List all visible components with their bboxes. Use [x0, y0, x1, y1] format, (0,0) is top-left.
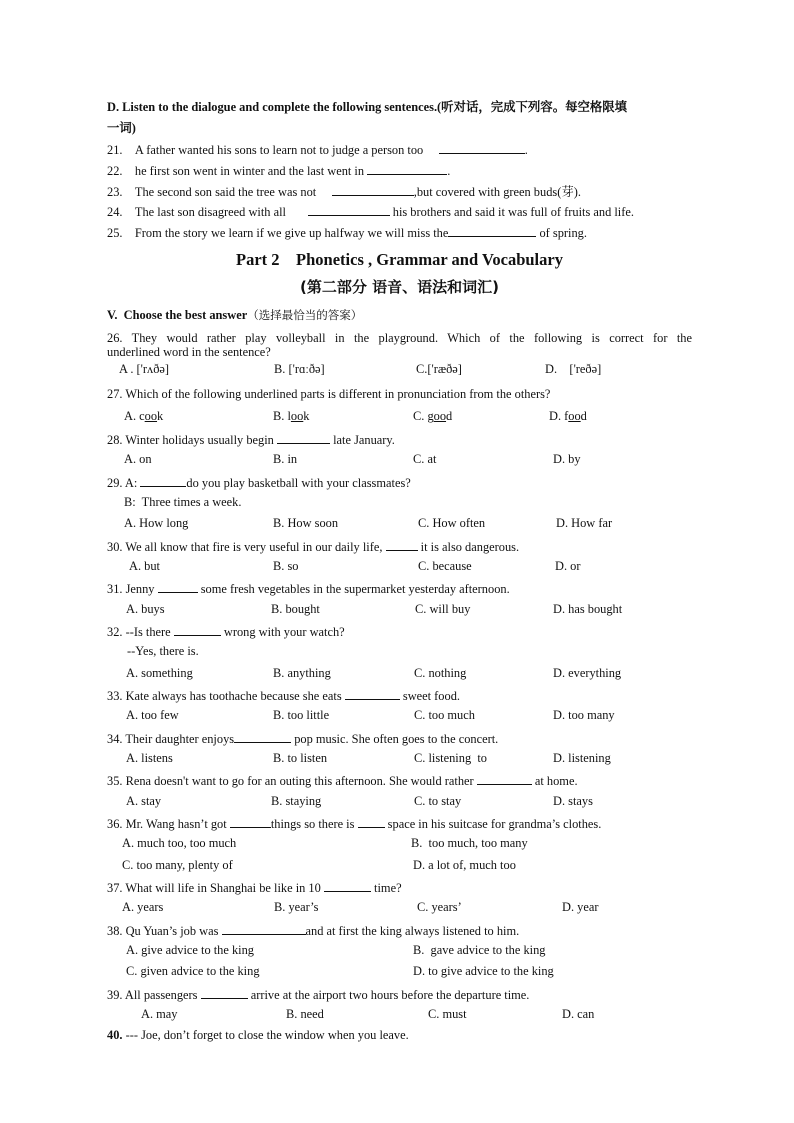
- q34-option-c[interactable]: C. listening to: [414, 751, 487, 765]
- q39-option-b[interactable]: B. need: [286, 1007, 324, 1021]
- item-25: 25. From the story we learn if we give up halfway we will miss the of spring.: [107, 226, 587, 240]
- section-d-heading-cont: 一词): [107, 121, 136, 135]
- item-23: 23. The second son said the tree was not ,but covered with green buds(芽).: [107, 185, 581, 199]
- q27-option-c[interactable]: C. good: [413, 409, 453, 423]
- question-36: 36. Mr. Wang hasn’t got things so there is space in his suitcase for grandma’s clothes.: [107, 817, 602, 831]
- question-35: 35. Rena doesn't want to go for an outing this afternoon. She would rather at home.: [107, 774, 578, 788]
- answer-blank[interactable]: [439, 141, 525, 154]
- q28-option-d[interactable]: D. by: [553, 452, 581, 466]
- q33-option-b[interactable]: B. too little: [273, 708, 330, 722]
- q37-option-b[interactable]: B. year’s: [274, 900, 319, 914]
- q35-option-c[interactable]: C. to stay: [414, 794, 462, 808]
- q32-option-b[interactable]: B. anything: [273, 666, 331, 680]
- answer-blank[interactable]: [324, 879, 371, 892]
- q33-option-a[interactable]: A. too few: [126, 708, 179, 722]
- q31-option-d[interactable]: D. has bought: [553, 602, 623, 616]
- answer-blank[interactable]: [201, 986, 248, 999]
- q30-option-c[interactable]: C. because: [418, 559, 472, 573]
- q33-option-d[interactable]: D. too many: [553, 708, 615, 722]
- answer-blank[interactable]: [345, 687, 400, 700]
- q29-option-a[interactable]: A. How long: [124, 516, 189, 530]
- q34-option-a[interactable]: A. listens: [126, 751, 173, 765]
- question-27: 27. Which of the following underlined parts is different in pronunciation from the others?: [107, 387, 551, 401]
- q32-option-d[interactable]: D. everything: [553, 666, 622, 680]
- question-39: 39. All passengers arrive at the airport two hours before the departure time.: [107, 988, 530, 1002]
- q36-option-a[interactable]: A. much too, too much: [122, 836, 237, 850]
- answer-blank[interactable]: [140, 474, 186, 487]
- q26-option-c[interactable]: C.['ræðə]: [416, 362, 462, 376]
- question-34: 34. Their daughter enjoys pop music. She often goes to the concert.: [107, 732, 499, 746]
- question-40: 40. --- Joe, don’t forget to close the window when you leave.: [107, 1028, 409, 1042]
- answer-blank[interactable]: [386, 538, 418, 551]
- section-v-heading: V. Choose the best answer（选择最恰当的答案）: [107, 308, 363, 322]
- question-26-cont: underlined word in the sentence?: [107, 345, 271, 359]
- q31-option-b[interactable]: B. bought: [271, 602, 320, 616]
- q33-option-c[interactable]: C. too much: [414, 708, 475, 722]
- question-38: 38. Qu Yuan’s job was and at first the king always listened to him.: [107, 924, 520, 938]
- q30-option-d[interactable]: D. or: [555, 559, 581, 573]
- answer-blank[interactable]: [277, 431, 330, 444]
- answer-blank[interactable]: [308, 203, 390, 216]
- q35-option-a[interactable]: A. stay: [126, 794, 162, 808]
- q36-option-d[interactable]: D. a lot of, much too: [413, 858, 516, 872]
- q37-option-a[interactable]: A. years: [122, 900, 164, 914]
- answer-blank[interactable]: [230, 815, 271, 828]
- q29-option-b[interactable]: B. How soon: [273, 516, 339, 530]
- answer-blank[interactable]: [477, 772, 532, 785]
- q29-option-c[interactable]: C. How often: [418, 516, 486, 530]
- question-29: 29. A: do you play basketball with your classmates?: [107, 476, 411, 490]
- q35-option-b[interactable]: B. staying: [271, 794, 322, 808]
- q37-option-c[interactable]: C. years’: [417, 900, 462, 914]
- q39-option-a[interactable]: A. may: [141, 1007, 178, 1021]
- question-29-reply: B: Three times a week.: [124, 495, 242, 509]
- q30-option-a[interactable]: A. but: [129, 559, 160, 573]
- q32-option-c[interactable]: C. nothing: [414, 666, 467, 680]
- question-30: 30. We all know that fire is very useful in our daily life, it is also dangerous.: [107, 540, 520, 554]
- section-d-heading: D. Listen to the dialogue and complete the following sentences.(听对话，完成下列容。每空格限填: [107, 100, 628, 114]
- question-32: 32. --Is there wrong with your watch?: [107, 625, 345, 639]
- question-26: 26. They would rather play volleyball in the playground. Which of the following is correct for the: [107, 331, 692, 345]
- q27-option-a[interactable]: A. cook: [124, 409, 164, 423]
- answer-blank[interactable]: [222, 922, 306, 935]
- q34-option-b[interactable]: B. to listen: [273, 751, 328, 765]
- question-28: 28. Winter holidays usually begin late January.: [107, 433, 395, 447]
- q39-option-d[interactable]: D. can: [562, 1007, 595, 1021]
- answer-blank[interactable]: [448, 224, 536, 237]
- answer-blank[interactable]: [174, 623, 221, 636]
- item-22: 22. he first son went in winter and the last went in .: [107, 164, 451, 178]
- q28-option-a[interactable]: A. on: [124, 452, 152, 466]
- answer-blank[interactable]: [332, 183, 414, 196]
- q31-option-a[interactable]: A. buys: [126, 602, 165, 616]
- q27-option-d[interactable]: D. food: [549, 409, 587, 423]
- item-21: 21. A father wanted his sons to learn not to judge a person too .: [107, 143, 528, 157]
- q29-option-d[interactable]: D. How far: [556, 516, 613, 530]
- q38-option-c[interactable]: C. given advice to the king: [126, 964, 260, 978]
- answer-blank[interactable]: [358, 815, 385, 828]
- q36-option-b[interactable]: B. too much, too many: [411, 836, 528, 850]
- q38-option-d[interactable]: D. to give advice to the king: [413, 964, 554, 978]
- q28-option-b[interactable]: B. in: [273, 452, 298, 466]
- answer-blank[interactable]: [367, 162, 447, 175]
- q39-option-c[interactable]: C. must: [428, 1007, 467, 1021]
- q26-option-d[interactable]: D. ['reðə]: [545, 362, 602, 376]
- q28-option-c[interactable]: C. at: [413, 452, 437, 466]
- q30-option-b[interactable]: B. so: [273, 559, 299, 573]
- q37-option-d[interactable]: D. year: [562, 900, 599, 914]
- q26-option-a[interactable]: A . ['rʌðə]: [119, 362, 170, 376]
- question-32-reply: --Yes, there is.: [127, 644, 199, 658]
- q32-option-a[interactable]: A. something: [126, 666, 193, 680]
- q27-option-b[interactable]: B. look: [273, 409, 310, 423]
- part2-subtitle: (第二部分 语音、语法和词汇): [300, 278, 499, 296]
- part2-title: Part 2 Phonetics , Grammar and Vocabulary: [236, 250, 563, 269]
- q26-option-b[interactable]: B. ['rɑːðə]: [274, 362, 325, 376]
- q35-option-d[interactable]: D. stays: [553, 794, 593, 808]
- q38-option-b[interactable]: B. gave advice to the king: [413, 943, 546, 957]
- item-24: 24. The last son disagreed with all his brothers and said it was full of fruits and life.: [107, 205, 634, 219]
- answer-blank[interactable]: [158, 580, 198, 593]
- answer-blank[interactable]: [234, 730, 291, 743]
- question-37: 37. What will life in Shanghai be like in 10 time?: [107, 881, 402, 895]
- question-33: 33. Kate always has toothache because she eats sweet food.: [107, 689, 460, 703]
- question-31: 31. Jenny some fresh vegetables in the supermarket yesterday afternoon.: [107, 582, 510, 596]
- q36-option-c[interactable]: C. too many, plenty of: [122, 858, 233, 872]
- q31-option-c[interactable]: C. will buy: [415, 602, 471, 616]
- q34-option-d[interactable]: D. listening: [553, 751, 611, 765]
- q38-option-a[interactable]: A. give advice to the king: [126, 943, 255, 957]
